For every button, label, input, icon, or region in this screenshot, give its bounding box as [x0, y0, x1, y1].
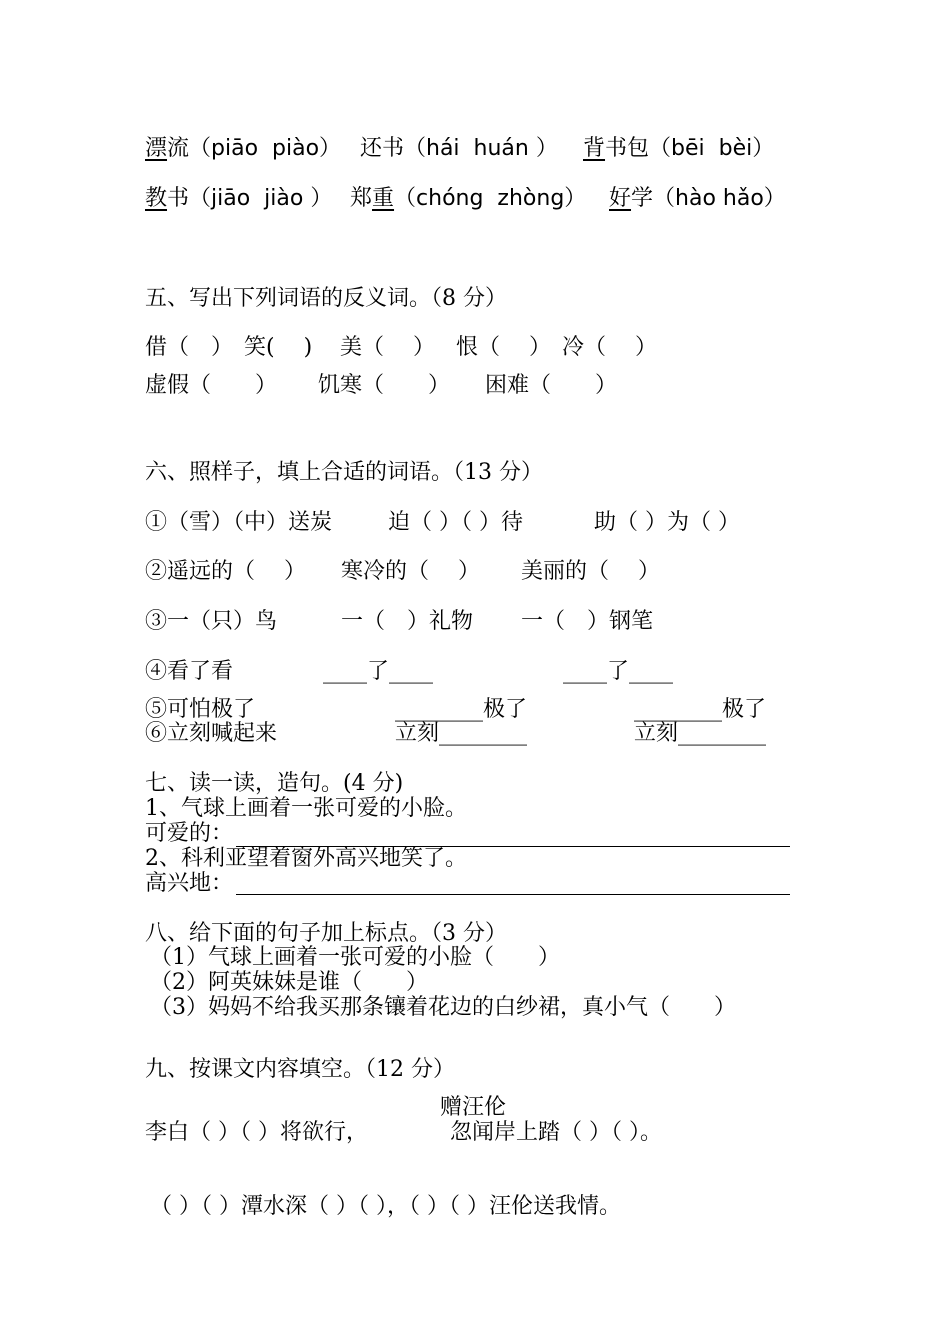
pattern-item: ③一（只）鸟 [145, 609, 278, 634]
pinyin-item-1: 漂流（piāo piào） [145, 136, 342, 161]
pinyin-item-3: 背书包（bēi bèi） [583, 136, 775, 161]
poem-title: 赠汪伦 [440, 1095, 507, 1120]
pattern-item: 寒冷的（ ） [341, 559, 480, 584]
pattern-item: ②遥远的（ ） [145, 559, 306, 584]
pinyin-item-5: 郑重（chóng zhòng） [350, 186, 587, 211]
answer-line [236, 894, 790, 895]
section-5-title: 五、写出下列词语的反义词。（8 分） [145, 286, 507, 311]
antonym-item: 饥寒（ ） [318, 373, 451, 398]
poem-line: （ ）（ ）潭水深（ ）（ ），（ ）（ ）汪伦送我情。 [150, 1194, 621, 1219]
pinyin-item-2: 还书（hái huán ） [360, 136, 558, 161]
pattern-item: ⑤可怕极了 [145, 697, 256, 722]
sentence-prompt: 高兴地： [145, 871, 234, 896]
pattern-item: ④看了看 [145, 659, 234, 684]
antonym-item: 冷（ ） [562, 335, 657, 360]
example-sentence: 2、科利亚望着窗外高兴地笑了。 [145, 846, 467, 871]
poem-line: 李白（ ）（ ）将欲行， [145, 1120, 368, 1145]
antonym-item: 困难（ ） [485, 373, 618, 398]
antonym-item: 美（ ） [340, 335, 435, 360]
pinyin-item-6: 好学（hào hǎo） [609, 186, 786, 211]
punctuation-item: （3）妈妈不给我买那条镶着花边的白纱裙，真小气（ ） [150, 995, 736, 1020]
pattern-item: 一（ ）钢笔 [521, 609, 654, 634]
section-9-title: 九、按课文内容填空。（12 分） [145, 1057, 455, 1082]
antonym-item: 笑( ) [244, 335, 313, 360]
antonym-item: 恨（ ） [456, 335, 551, 360]
antonym-item: 借（ ） [145, 335, 234, 360]
sentence-prompt: 可爱的： [145, 821, 234, 846]
pattern-item: 助（ ）为（ ） [594, 510, 740, 535]
pattern-item: ⑥立刻喊起来 [145, 721, 278, 746]
section-7-title: 七、读一读，造句。(4 分) [145, 771, 404, 796]
antonym-item: 虚假（ ） [145, 373, 278, 398]
pattern-item: ____了____ [563, 659, 674, 684]
poem-line: 忽闻岸上踏（ ）（ ）。 [450, 1120, 662, 1145]
pinyin-item-4: 教书（jiāo jiào ） [145, 186, 333, 211]
pattern-item: 迫（ ）（ ）待 [388, 510, 523, 535]
pattern-item: 立刻________ [395, 721, 528, 746]
pattern-item: ____了____ [323, 659, 434, 684]
example-sentence: 1、气球上画着一张可爱的小脸。 [145, 796, 467, 821]
section-8-title: 八、给下面的句子加上标点。（3 分） [145, 921, 507, 946]
pattern-item: ________极了 [395, 697, 528, 722]
pattern-item: ________极了 [634, 697, 767, 722]
pattern-item: 一（ ）礼物 [341, 609, 474, 634]
punctuation-item: （2）阿英妹妹是谁（ ） [150, 970, 428, 995]
pattern-item: 立刻________ [634, 721, 767, 746]
section-6-title: 六、照样子，填上合适的词语。（13 分） [145, 460, 543, 485]
pattern-item: 美丽的（ ） [521, 559, 660, 584]
punctuation-item: （1）气球上画着一张可爱的小脸（ ） [150, 945, 560, 970]
pattern-item: ①（雪）（中）送炭 [145, 510, 333, 535]
